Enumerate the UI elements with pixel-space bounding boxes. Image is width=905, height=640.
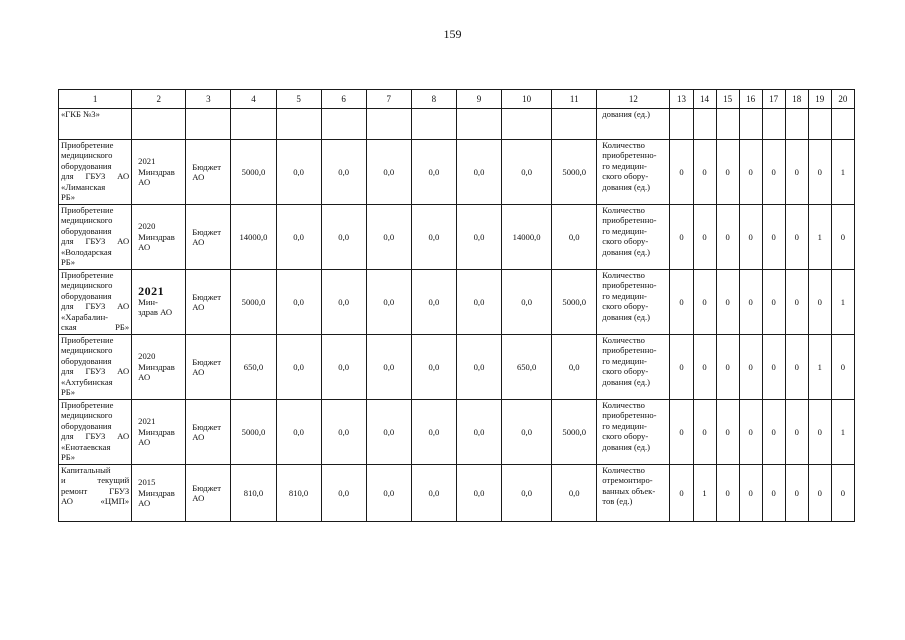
- cell-line: РБ»: [61, 257, 76, 268]
- source-cell: [186, 400, 231, 465]
- amount-cell: 0,0: [456, 465, 501, 522]
- cell-line: «Володарская: [61, 246, 112, 257]
- year-value-cell: 0: [693, 270, 716, 335]
- year-value-cell: 0: [831, 205, 854, 270]
- cell-line: Количество: [602, 335, 645, 345]
- executor-cell: [132, 270, 186, 335]
- year-value-cell: 0: [831, 465, 854, 522]
- column-number-header: 19: [808, 90, 831, 109]
- cell-line: медицинского: [61, 215, 113, 226]
- amount-cell: 0,0: [366, 205, 411, 270]
- cell-line: 2015: [138, 477, 156, 488]
- table-row: [59, 400, 855, 465]
- cell-line: Мин-: [138, 296, 158, 307]
- measure-name-cell: [59, 335, 132, 400]
- amount-cell: 0,0: [456, 205, 501, 270]
- amount-cell: 0,0: [276, 270, 321, 335]
- empty-cell: [808, 109, 831, 140]
- cell-line: здрав АО: [138, 307, 173, 318]
- column-number-header: 18: [785, 90, 808, 109]
- empty-cell: [502, 109, 552, 140]
- cell-line: «Лиманская: [61, 181, 106, 192]
- table-row: [59, 140, 855, 205]
- cell-line: РБ»: [61, 387, 76, 398]
- column-number-header: 17: [762, 90, 785, 109]
- page-number: 159: [443, 27, 462, 41]
- year-value-cell: 0: [716, 140, 739, 205]
- cell-line: 2020: [138, 221, 156, 232]
- year-value-cell: 1: [808, 205, 831, 270]
- measure-name-cell: [59, 205, 132, 270]
- year-value-cell: 0: [693, 205, 716, 270]
- cell-line: ского обору-: [602, 431, 649, 442]
- table-row: [59, 205, 855, 270]
- year-value-cell: 0: [739, 140, 762, 205]
- amount-cell: 0,0: [366, 140, 411, 205]
- cell-line: приобретенно-: [602, 410, 657, 421]
- year-value-cell: 0: [785, 465, 808, 522]
- amount-cell: 0,0: [411, 205, 456, 270]
- cell-line: Приобретение: [61, 270, 114, 280]
- cell-line: «Харабалин-: [61, 311, 109, 322]
- year-value-cell: 0: [716, 465, 739, 522]
- cell-line: го медицин-: [602, 290, 647, 301]
- table-row: [59, 335, 855, 400]
- cell-line: АО: [138, 498, 151, 509]
- year-value-cell: 0: [785, 205, 808, 270]
- year-value-cell: 0: [785, 140, 808, 205]
- cell-line: Бюджет: [192, 356, 221, 367]
- cell-line: оборудования: [61, 290, 112, 301]
- year-value-cell: 0: [762, 270, 785, 335]
- year-value-cell: 0: [739, 270, 762, 335]
- cell-line: приобретенно-: [602, 150, 657, 161]
- cell-line: 2020: [138, 351, 156, 362]
- amount-cell: 0,0: [366, 270, 411, 335]
- cell-line: ванных объек-: [602, 485, 656, 496]
- amount-cell: 5000,0: [231, 400, 276, 465]
- empty-cell: [132, 109, 186, 140]
- year-value-cell: 0: [716, 335, 739, 400]
- cell-line: Капитальный: [61, 465, 111, 475]
- year-value-cell: 0: [670, 465, 693, 522]
- amount-cell: 0,0: [552, 205, 597, 270]
- amount-cell: 0,0: [366, 465, 411, 522]
- year-value-cell: 0: [785, 400, 808, 465]
- source-cell: [186, 270, 231, 335]
- year-value-cell: 0: [762, 400, 785, 465]
- cell-line: 2021: [138, 284, 165, 299]
- year-value-cell: 1: [831, 140, 854, 205]
- cell-line: для ГБУЗ АО: [61, 366, 130, 377]
- column-number-header: 15: [716, 90, 739, 109]
- cell-line: АО: [192, 367, 205, 377]
- empty-cell: [186, 109, 231, 140]
- cell-line: АО: [138, 437, 151, 448]
- cell-line: оборудования: [61, 160, 112, 171]
- indicator-cell: [597, 335, 670, 400]
- cell-line: го медицин-: [602, 225, 647, 236]
- year-value-cell: 0: [762, 465, 785, 522]
- empty-cell: [276, 109, 321, 140]
- year-value-cell: 0: [739, 205, 762, 270]
- cell-line: го медицин-: [602, 355, 647, 366]
- column-number-header: 16: [739, 90, 762, 109]
- amount-cell: 0,0: [321, 465, 366, 522]
- cell-line: медицинского: [61, 150, 113, 161]
- empty-cell: [762, 109, 785, 140]
- indicator-cell: [597, 270, 670, 335]
- year-value-cell: 1: [693, 465, 716, 522]
- cell-line: АО: [192, 432, 205, 442]
- year-value-cell: 0: [808, 140, 831, 205]
- cell-line: дования (ед.): [602, 376, 650, 387]
- amount-cell: 0,0: [502, 140, 552, 205]
- empty-cell: [552, 109, 597, 140]
- cell-line: АО: [192, 302, 205, 312]
- column-number-header: 9: [456, 90, 501, 109]
- amount-cell: 0,0: [552, 335, 597, 400]
- amount-cell: 0,0: [411, 335, 456, 400]
- table-row: [59, 465, 855, 522]
- cell-line: приобретенно-: [602, 215, 657, 226]
- amount-cell: 0,0: [321, 270, 366, 335]
- year-value-cell: 0: [716, 400, 739, 465]
- empty-cell: [785, 109, 808, 140]
- cell-line: Количество: [602, 465, 645, 475]
- year-value-cell: 0: [739, 400, 762, 465]
- cell-line: РБ»: [61, 452, 76, 463]
- cell-line: Минздрав: [138, 231, 175, 242]
- source-cell: [186, 205, 231, 270]
- amount-cell: 0,0: [502, 465, 552, 522]
- amount-cell: 0,0: [552, 465, 597, 522]
- cell-line: ского обору-: [602, 366, 649, 377]
- empty-cell: [231, 109, 276, 140]
- amount-cell: 0,0: [276, 140, 321, 205]
- year-value-cell: 0: [693, 400, 716, 465]
- column-number-header: 7: [366, 90, 411, 109]
- amount-cell: 5000,0: [552, 400, 597, 465]
- indicator-cell: [597, 205, 670, 270]
- cell-line: Количество: [602, 205, 645, 215]
- year-value-cell: 1: [831, 270, 854, 335]
- continuation-name-cell: «ГКБ №3»: [59, 109, 132, 140]
- amount-cell: 0,0: [321, 140, 366, 205]
- year-value-cell: 0: [808, 270, 831, 335]
- measure-name-cell: [59, 140, 132, 205]
- column-number-header: 12: [597, 90, 670, 109]
- cell-line: АО: [192, 172, 205, 182]
- cell-line: оборудования: [61, 225, 112, 236]
- cell-line: для ГБУЗ АО: [61, 431, 130, 442]
- source-cell: [186, 140, 231, 205]
- column-number-header: 6: [321, 90, 366, 109]
- cell-line: Минздрав: [138, 361, 175, 372]
- year-value-cell: 0: [762, 205, 785, 270]
- cell-line: ского обору-: [602, 301, 649, 312]
- amount-cell: 650,0: [502, 335, 552, 400]
- amount-cell: 0,0: [502, 400, 552, 465]
- cell-line: медицинского: [61, 345, 113, 356]
- table-body: [59, 109, 855, 522]
- amount-cell: 0,0: [276, 400, 321, 465]
- amount-cell: 5000,0: [231, 140, 276, 205]
- executor-cell: [132, 400, 186, 465]
- year-value-cell: 0: [739, 465, 762, 522]
- cell-line: ского обору-: [602, 236, 649, 247]
- year-value-cell: 0: [670, 205, 693, 270]
- cell-line: дования (ед.): [602, 441, 650, 452]
- cell-line: для ГБУЗ АО: [61, 236, 130, 247]
- cell-line: Приобретение: [61, 400, 114, 410]
- measure-name-cell: [59, 465, 132, 522]
- cell-line: Бюджет: [192, 161, 221, 172]
- cell-line: Количество: [602, 270, 645, 280]
- empty-cell: [716, 109, 739, 140]
- cell-line: ская РБ»: [61, 322, 130, 333]
- measure-name-cell: [59, 400, 132, 465]
- cell-line: «Ахтубинская: [61, 376, 113, 387]
- source-cell: [186, 465, 231, 522]
- amount-cell: 0,0: [411, 140, 456, 205]
- empty-cell: [321, 109, 366, 140]
- cell-line: АО: [192, 237, 205, 247]
- year-value-cell: 1: [808, 335, 831, 400]
- amount-cell: 0,0: [456, 335, 501, 400]
- column-number-header: 3: [186, 90, 231, 109]
- cell-line: для ГБУЗ АО: [61, 301, 130, 312]
- year-value-cell: 0: [670, 140, 693, 205]
- cell-line: дования (ед.): [602, 181, 650, 192]
- executor-cell: [132, 205, 186, 270]
- cell-line: АО: [138, 242, 151, 253]
- empty-cell: [366, 109, 411, 140]
- cell-line: ремонт ГБУЗ: [61, 485, 130, 496]
- amount-cell: 650,0: [231, 335, 276, 400]
- continuation-indicator-cell: дования (ед.): [597, 109, 670, 140]
- cell-line: Минздрав: [138, 487, 175, 498]
- cell-line: АО: [192, 493, 205, 503]
- cell-line: 2021: [138, 156, 156, 167]
- cell-line: Бюджет: [192, 482, 221, 493]
- executor-cell: [132, 465, 186, 522]
- cell-line: 2021: [138, 416, 156, 427]
- cell-line: Бюджет: [192, 421, 221, 432]
- cell-line: го медицин-: [602, 160, 647, 171]
- year-value-cell: 0: [693, 335, 716, 400]
- empty-cell: [456, 109, 501, 140]
- amount-cell: 0,0: [411, 400, 456, 465]
- year-value-cell: 0: [762, 335, 785, 400]
- column-number-header: 4: [231, 90, 276, 109]
- amount-cell: 810,0: [276, 465, 321, 522]
- year-value-cell: 0: [785, 270, 808, 335]
- cell-line: дования (ед.): [602, 246, 650, 257]
- cell-line: Приобретение: [61, 205, 114, 215]
- amount-cell: 0,0: [411, 270, 456, 335]
- empty-cell: [831, 109, 854, 140]
- column-number-header: 13: [670, 90, 693, 109]
- source-cell: [186, 335, 231, 400]
- cell-line: Бюджет: [192, 291, 221, 302]
- year-value-cell: 0: [693, 140, 716, 205]
- year-value-cell: 0: [762, 140, 785, 205]
- cell-line: АО: [138, 177, 151, 188]
- column-number-header: 11: [552, 90, 597, 109]
- cell-line: Минздрав: [138, 426, 175, 437]
- year-value-cell: 0: [739, 335, 762, 400]
- header-row: [59, 90, 855, 109]
- cell-line: оборудования: [61, 355, 112, 366]
- column-number-header: 10: [502, 90, 552, 109]
- amount-cell: 0,0: [366, 335, 411, 400]
- amount-cell: 0,0: [321, 335, 366, 400]
- empty-cell: [411, 109, 456, 140]
- column-number-header: 2: [132, 90, 186, 109]
- cell-line: Количество: [602, 140, 645, 150]
- amount-cell: 14000,0: [231, 205, 276, 270]
- amount-cell: 0,0: [411, 465, 456, 522]
- year-value-cell: 1: [831, 400, 854, 465]
- cell-line: АО «ЦМП»: [61, 496, 130, 507]
- year-value-cell: 0: [670, 400, 693, 465]
- cell-line: приобретенно-: [602, 345, 657, 356]
- indicator-cell: [597, 465, 670, 522]
- indicator-cell: [597, 400, 670, 465]
- amount-cell: 0,0: [321, 400, 366, 465]
- column-number-header: 5: [276, 90, 321, 109]
- amount-cell: 0,0: [276, 335, 321, 400]
- cell-line: тов (ед.): [602, 496, 633, 507]
- amount-cell: 5000,0: [552, 270, 597, 335]
- amount-cell: 14000,0: [502, 205, 552, 270]
- cell-line: медицинского: [61, 410, 113, 421]
- amount-cell: 5000,0: [552, 140, 597, 205]
- year-value-cell: 0: [831, 335, 854, 400]
- amount-cell: 0,0: [321, 205, 366, 270]
- cell-line: Приобретение: [61, 335, 114, 345]
- amount-cell: 0,0: [366, 400, 411, 465]
- column-number-header: 14: [693, 90, 716, 109]
- cell-line: приобретенно-: [602, 280, 657, 291]
- cell-line: Количество: [602, 400, 645, 410]
- cell-line: ского обору-: [602, 171, 649, 182]
- empty-cell: [670, 109, 693, 140]
- empty-cell: [693, 109, 716, 140]
- measure-name-cell: [59, 270, 132, 335]
- amount-cell: 0,0: [456, 270, 501, 335]
- cell-line: дования (ед.): [602, 311, 650, 322]
- cell-line: «Енотаевская: [61, 441, 111, 452]
- column-number-header: 1: [59, 90, 132, 109]
- amount-cell: 0,0: [276, 205, 321, 270]
- year-value-cell: 0: [808, 400, 831, 465]
- year-value-cell: 0: [785, 335, 808, 400]
- year-value-cell: 0: [670, 335, 693, 400]
- cell-line: для ГБУЗ АО: [61, 171, 130, 182]
- year-value-cell: 0: [808, 465, 831, 522]
- column-number-header: 8: [411, 90, 456, 109]
- year-value-cell: 0: [716, 270, 739, 335]
- cell-line: Приобретение: [61, 140, 114, 150]
- empty-cell: [739, 109, 762, 140]
- indicator-cell: [597, 140, 670, 205]
- amount-cell: 810,0: [231, 465, 276, 522]
- amount-cell: 0,0: [502, 270, 552, 335]
- cell-line: отремонтиро-: [602, 475, 653, 486]
- executor-cell: [132, 140, 186, 205]
- cell-line: Бюджет: [192, 226, 221, 237]
- continuation-row: [59, 109, 855, 140]
- cell-line: и текущий: [61, 475, 130, 486]
- executor-cell: [132, 335, 186, 400]
- amount-cell: 0,0: [456, 140, 501, 205]
- cell-line: медицинского: [61, 280, 113, 291]
- program-table: [58, 89, 855, 522]
- cell-line: Минздрав: [138, 166, 175, 177]
- table-row: [59, 270, 855, 335]
- amount-cell: 5000,0: [231, 270, 276, 335]
- year-value-cell: 0: [670, 270, 693, 335]
- cell-line: РБ»: [61, 192, 76, 203]
- cell-line: го медицин-: [602, 420, 647, 431]
- year-value-cell: 0: [716, 205, 739, 270]
- cell-line: АО: [138, 372, 151, 383]
- column-number-header: 20: [831, 90, 854, 109]
- cell-line: оборудования: [61, 420, 112, 431]
- amount-cell: 0,0: [456, 400, 501, 465]
